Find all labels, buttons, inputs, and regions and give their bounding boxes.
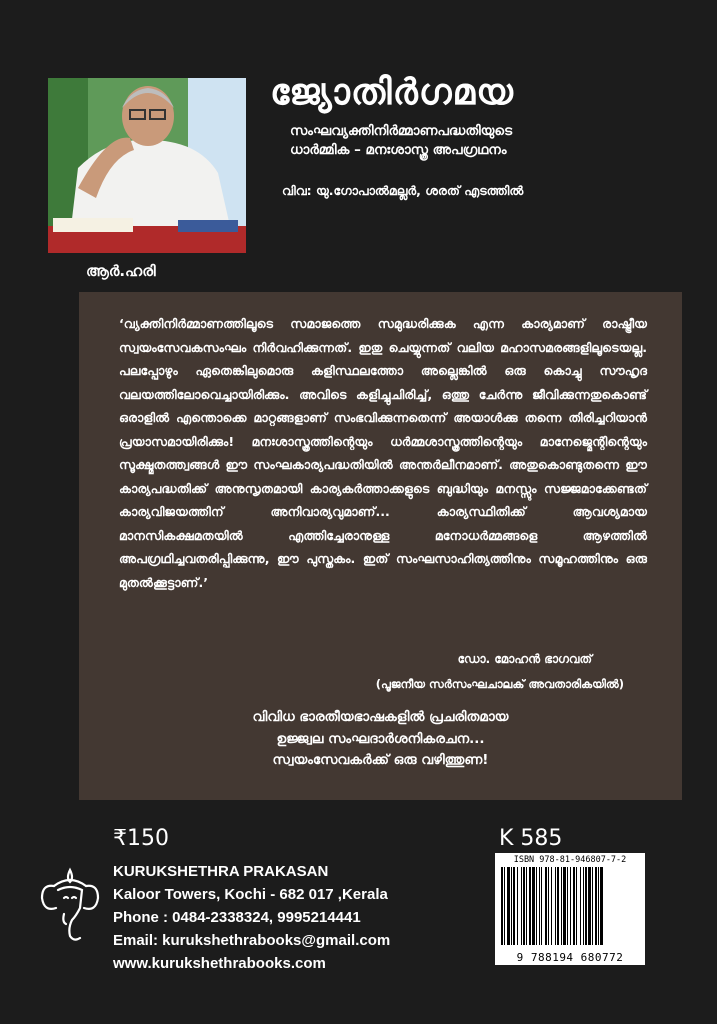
tagline-line-1: വിവിധ ഭാരതീയഭാഷകളിൽ പ്രചരിതമായ [252, 709, 509, 725]
publisher-name: KURUKSHETHRA PRAKASAN [113, 863, 329, 880]
publisher-info [113, 860, 390, 975]
isbn-barcode [495, 853, 645, 965]
subtitle-line-1: സംഘവ്യക്തിനിർമ്മാണപദ്ധതിയുടെ [290, 123, 513, 139]
subtitle-line-2: ധാർമ്മിക – മനഃശാസ്ത്ര അപഗ്രഥനം [290, 142, 507, 158]
publisher-address: Kaloor Towers, Kochi - 682 017 ,Kerala [113, 886, 388, 903]
translators: വിവ: യു.ഗോപാൽമല്ലർ, ശരത് എടത്തിൽ [282, 183, 524, 198]
book-subtitle [290, 122, 512, 160]
quote-attribution-role: (പൂജനീയ സർസംഘചാലക് അവതാരികയിൽ) [375, 677, 624, 691]
publisher-email[interactable]: Email: kurukshethrabooks@gmail.com [113, 932, 391, 949]
ganesha-logo-icon [40, 864, 100, 948]
price: ₹150 [113, 826, 169, 851]
author-name: ആർ.ഹരി [86, 262, 156, 280]
quote-attribution-name: ഡോ. മോഹൻ ഭാഗവത് [457, 652, 592, 666]
author-photo [48, 78, 246, 253]
tagline [79, 707, 682, 772]
publisher-phone: Phone : 0484-2338324, 9995214441 [113, 909, 361, 926]
ean-number: 9 788194 680772 [516, 951, 624, 964]
blurb-quote: ‘വ്യക്തിനിർമ്മാണത്തിലൂടെ സമാജത്തെ സമുദ്ധരിക്കുക എന്ന കാര്യമാണ് രാഷ്ട്രീയ സ്വയംസേവകസംഘം നിർവഹിക്കുന്നത്. ഇതു ചെയ്യുന്നത് വലിയ മഹാസമരങ്ങളിലൂടെയല്ല. പലപ്പോഴും ഏതെങ്കിലുമൊരു കളിസ്ഥലത്തോ അല്ലെങ്കിൽ ഒരു കൊച്ചു സൗഹൃദ വലയത്തിലോവെച്ചായിരിക്കും. അവിടെ കളിച്ചുചിരിച്ച്, ഒത്തു ചേർന്നു ജീവിക്കുന്നതുകൊണ്ട് ഒരാളിൽ എന്തൊക്കെ മാറ്റങ്ങളാണ് സംഭവിക്കുന്നതെന്ന് അയാൾക്കു തന്നെ തിരിച്ചറിയാൻ പ്രയാസമായിരിക്കും! മനഃശാസ്ത്രത്തിന്റെയും ധർമ്മശാസ്ത്രത്തിന്റെയും മാനേജ്മെന്റിന്റെയും സൂക്ഷ്മതത്ത്വങ്ങൾ ഈ സംഘകാര്യപദ്ധതിയിൽ അന്തർലീനമാണ്. അതുകൊണ്ടുതന്നെ ഈ കാര്യപദ്ധതിക്ക് അനുസൃതമായി കാര്യകർത്താക്കളുടെ ബുദ്ധിയും മനസ്സും സജ്ജമാക്കേണ്ടത് കാര്യവിജയത്തിന് അനിവാര്യവുമാണ്... കാര്യസ്ഥിതിക്ക് ആവശ്യമായ മാനസികക്ഷമതയിൽ എത്തിച്ചേരാനുള്ള മനോധർമ്മങ്ങളെ ആഴത്തിൽ അപഗ്രഥിച്ചവതരിപ്പിക്കുന്നു, ഈ പുസ്തകം. ഇത് സംഘസാഹിത്യത്തിനും സമൂഹത്തിനും ഒരു മുതൽക്കൂട്ടാണ്.’ [119, 316, 647, 590]
barcode-bars [499, 867, 641, 945]
catalog-code: K 585 [499, 826, 563, 851]
book-title: ജ്യോതിർഗമയ [270, 72, 514, 113]
blurb-panel [79, 292, 682, 800]
tagline-line-2: ഉജ്ജ്വല സംഘദാർശനികരചന... [276, 730, 485, 747]
isbn-label: ISBN 978-81-946807-7-2 [513, 855, 627, 865]
tagline-line-3: സ്വയംസേവകർക്ക് ഒരു വഴിത്തുണ! [272, 752, 489, 768]
publisher-website[interactable]: www.kurukshethrabooks.com [113, 955, 326, 972]
